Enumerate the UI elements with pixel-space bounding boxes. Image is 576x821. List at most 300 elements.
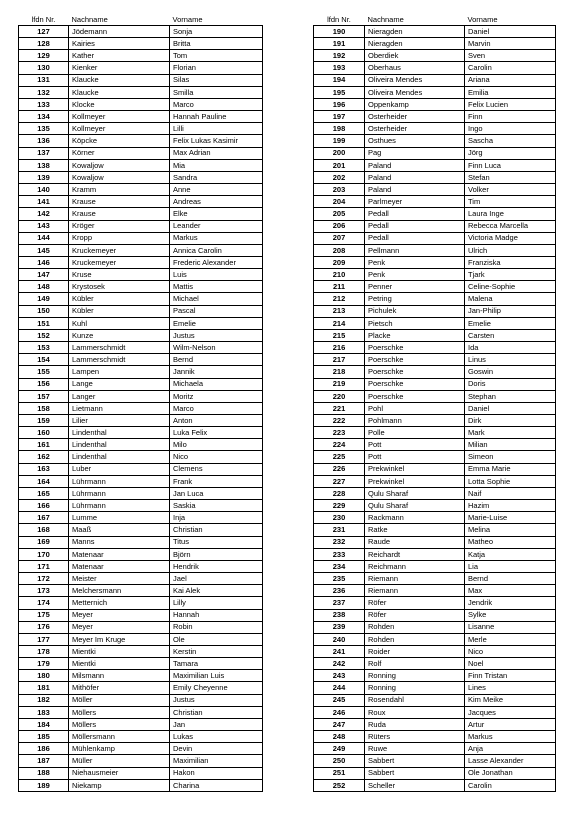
cell-nr: 225 (314, 451, 365, 463)
table-row (314, 366, 556, 378)
cell-nr: 204 (314, 196, 365, 208)
cell-nr: 186 (19, 743, 69, 755)
header-vorname: Vorname (172, 14, 203, 24)
cell-nachname: Metternich (69, 597, 170, 609)
cell-vorname: Emily Cheyenne (170, 682, 263, 694)
table-row (314, 427, 556, 439)
cell-nachname: Kropp (69, 232, 170, 244)
cell-vorname: Clemens (170, 463, 263, 475)
cell-nr: 131 (19, 74, 69, 86)
cell-vorname: Andreas (170, 196, 263, 208)
cell-nr: 207 (314, 232, 365, 244)
cell-nachname: Kramm (69, 184, 170, 196)
cell-nachname: Kowaljow (69, 159, 170, 171)
cell-vorname: Michaela (170, 378, 263, 390)
cell-nr: 224 (314, 439, 365, 451)
table-row (19, 463, 263, 475)
cell-nr: 166 (19, 500, 69, 512)
cell-nachname: Kowaljow (69, 171, 170, 183)
cell-vorname: Saskia (170, 500, 263, 512)
table-row (19, 305, 263, 317)
cell-nachname: Kröger (69, 220, 170, 232)
cell-nr: 233 (314, 548, 365, 560)
table-row (19, 269, 263, 281)
cell-vorname: Anton (170, 415, 263, 427)
table-row (19, 281, 263, 293)
cell-nr: 212 (314, 293, 365, 305)
cell-vorname: Justus (170, 329, 263, 341)
table-row (314, 415, 556, 427)
table-row (314, 718, 556, 730)
cell-nr: 136 (19, 135, 69, 147)
cell-nr: 203 (314, 184, 365, 196)
table-row (314, 281, 556, 293)
cell-nr: 168 (19, 524, 69, 536)
table-row (19, 317, 263, 329)
cell-nachname: Kruckemeyer (69, 256, 170, 268)
cell-nachname: Krystosek (69, 281, 170, 293)
table-row (314, 390, 556, 402)
cell-nr: 151 (19, 317, 69, 329)
cell-nachname: Sabbert (365, 755, 465, 767)
cell-vorname: Marco (170, 98, 263, 110)
cell-vorname: Jacques (465, 706, 556, 718)
table-row (19, 609, 263, 621)
table-row (19, 38, 263, 50)
cell-vorname: Finn (465, 111, 556, 123)
cell-vorname: Jannik (170, 366, 263, 378)
cell-vorname: Volker (465, 184, 556, 196)
cell-nachname: Niehausmeier (69, 767, 170, 779)
cell-nachname: Paland (365, 184, 465, 196)
table-row (19, 342, 263, 354)
table-row (19, 597, 263, 609)
cell-nr: 129 (19, 50, 69, 62)
cell-nr: 241 (314, 645, 365, 657)
table-row (314, 147, 556, 159)
cell-nr: 184 (19, 718, 69, 730)
cell-nr: 174 (19, 597, 69, 609)
table-row (314, 98, 556, 110)
cell-nachname: Kollmeyer (69, 123, 170, 135)
cell-vorname: Milian (465, 439, 556, 451)
cell-vorname: Noel (465, 658, 556, 670)
cell-nr: 164 (19, 475, 69, 487)
cell-nachname: Poerschke (365, 342, 465, 354)
table-row (314, 74, 556, 86)
table-row (19, 427, 263, 439)
cell-vorname: Luis (170, 269, 263, 281)
cell-nr: 211 (314, 281, 365, 293)
table-row (314, 475, 556, 487)
cell-nr: 216 (314, 342, 365, 354)
cell-vorname: Inja (170, 512, 263, 524)
cell-nachname: Penner (365, 281, 465, 293)
cell-nachname: Scheller (365, 779, 465, 791)
cell-nr: 196 (314, 98, 365, 110)
cell-nr: 146 (19, 256, 69, 268)
cell-vorname: Ida (465, 342, 556, 354)
cell-nachname: Sabbert (365, 767, 465, 779)
cell-nachname: Lührmann (69, 500, 170, 512)
cell-vorname: Moritz (170, 390, 263, 402)
cell-nachname: Mühlenkamp (69, 743, 170, 755)
cell-nachname: Meister (69, 573, 170, 585)
table-row (314, 597, 556, 609)
cell-nachname: Melchersmann (69, 585, 170, 597)
cell-nachname: Köpcke (69, 135, 170, 147)
cell-vorname: Hakon (170, 767, 263, 779)
cell-vorname: Victoria Madge (465, 232, 556, 244)
cell-nr: 176 (19, 621, 69, 633)
cell-nr: 167 (19, 512, 69, 524)
cell-nr: 153 (19, 342, 69, 354)
cell-nr: 205 (314, 208, 365, 220)
cell-nr: 175 (19, 609, 69, 621)
cell-vorname: Stefan (465, 171, 556, 183)
cell-vorname: Mark (465, 427, 556, 439)
cell-vorname: Nico (170, 451, 263, 463)
cell-nr: 206 (314, 220, 365, 232)
table-row (314, 123, 556, 135)
table-row (19, 633, 263, 645)
cell-nachname: Müller (69, 755, 170, 767)
cell-vorname: Felix Lucien (465, 98, 556, 110)
cell-vorname: Frederic Alexander (170, 256, 263, 268)
cell-nr: 229 (314, 500, 365, 512)
cell-nachname: Parlmeyer (365, 196, 465, 208)
cell-nr: 248 (314, 731, 365, 743)
table-row (314, 767, 556, 779)
cell-nachname: Prekwinkel (365, 463, 465, 475)
cell-vorname: Christian (170, 524, 263, 536)
cell-nr: 161 (19, 439, 69, 451)
cell-nachname: Pag (365, 147, 465, 159)
table-row (314, 378, 556, 390)
cell-nr: 250 (314, 755, 365, 767)
cell-vorname: Silas (170, 74, 263, 86)
cell-vorname: Lasse Alexander (465, 755, 556, 767)
cell-vorname: Ariana (465, 74, 556, 86)
cell-vorname: Devin (170, 743, 263, 755)
cell-nachname: Kollmeyer (69, 111, 170, 123)
cell-nachname: Rohden (365, 621, 465, 633)
cell-nachname: Lammerschmidt (69, 342, 170, 354)
cell-nr: 127 (19, 26, 69, 38)
cell-vorname: Emelie (465, 317, 556, 329)
cell-vorname: Nico (465, 645, 556, 657)
cell-vorname: Ole Jonathan (465, 767, 556, 779)
cell-vorname: Jan Luca (170, 487, 263, 499)
cell-nr: 247 (314, 718, 365, 730)
cell-nr: 209 (314, 256, 365, 268)
cell-nachname: Prekwinkel (365, 475, 465, 487)
cell-nachname: Möllersmann (69, 731, 170, 743)
cell-nr: 231 (314, 524, 365, 536)
table-row (19, 573, 263, 585)
cell-vorname: Britta (170, 38, 263, 50)
cell-vorname: Markus (170, 232, 263, 244)
cell-vorname: Marco (170, 402, 263, 414)
cell-vorname: Tamara (170, 658, 263, 670)
cell-nr: 200 (314, 147, 365, 159)
table-row (19, 390, 263, 402)
cell-nr: 145 (19, 244, 69, 256)
cell-nr: 236 (314, 585, 365, 597)
cell-nr: 246 (314, 706, 365, 718)
cell-nachname: Pedall (365, 208, 465, 220)
cell-nachname: Lührmann (69, 475, 170, 487)
header-nachname: Nachname (71, 14, 108, 24)
cell-nachname: Poerschke (365, 390, 465, 402)
cell-nr: 189 (19, 779, 69, 791)
cell-vorname: Anne (170, 184, 263, 196)
cell-nr: 128 (19, 38, 69, 50)
cell-vorname: Laura Inge (465, 208, 556, 220)
table-row (19, 135, 263, 147)
table-row (19, 658, 263, 670)
cell-nr: 245 (314, 694, 365, 706)
table-row (19, 475, 263, 487)
cell-nachname: Klocke (69, 98, 170, 110)
table-row (19, 354, 263, 366)
cell-nr: 230 (314, 512, 365, 524)
cell-nr: 163 (19, 463, 69, 475)
cell-vorname: Daniel (465, 402, 556, 414)
cell-nachname: Placke (365, 329, 465, 341)
table-row (314, 184, 556, 196)
cell-vorname: Franziska (465, 256, 556, 268)
table-row (314, 305, 556, 317)
cell-nr: 154 (19, 354, 69, 366)
table-row (19, 682, 263, 694)
cell-nachname: Reichmann (365, 560, 465, 572)
cell-nachname: Qulu Sharaf (365, 500, 465, 512)
cell-vorname: Lisanne (465, 621, 556, 633)
cell-vorname: Hazim (465, 500, 556, 512)
cell-nachname: Ruda (365, 718, 465, 730)
table-row (314, 743, 556, 755)
cell-nachname: Lumme (69, 512, 170, 524)
name-table-left (18, 14, 263, 792)
cell-nr: 199 (314, 135, 365, 147)
cell-vorname: Artur (465, 718, 556, 730)
cell-nachname: Lilier (69, 415, 170, 427)
cell-vorname: Jendrik (465, 597, 556, 609)
table-row (19, 743, 263, 755)
cell-nr: 198 (314, 123, 365, 135)
cell-nr: 228 (314, 487, 365, 499)
table-row (314, 548, 556, 560)
table-row (19, 718, 263, 730)
cell-vorname: Carolin (465, 779, 556, 791)
cell-nachname: Ratke (365, 524, 465, 536)
table-row (314, 670, 556, 682)
cell-nr: 219 (314, 378, 365, 390)
cell-nachname: Raude (365, 536, 465, 548)
cell-vorname: Lukas (170, 731, 263, 743)
cell-nachname: Möllers (69, 718, 170, 730)
cell-nr: 140 (19, 184, 69, 196)
table-row (314, 38, 556, 50)
cell-nachname: Röfer (365, 597, 465, 609)
cell-vorname: Dirk (465, 415, 556, 427)
cell-nachname: Paland (365, 159, 465, 171)
cell-nachname: Roux (365, 706, 465, 718)
cell-nr: 180 (19, 670, 69, 682)
cell-nachname: Mientki (69, 658, 170, 670)
table-row (19, 487, 263, 499)
cell-nachname: Osterheider (365, 123, 465, 135)
cell-vorname: Jan-Philip (465, 305, 556, 317)
table-row (314, 293, 556, 305)
cell-vorname: Annica Carolin (170, 244, 263, 256)
cell-nr: 242 (314, 658, 365, 670)
table-row (314, 342, 556, 354)
cell-vorname: Leander (170, 220, 263, 232)
cell-nachname: Niekamp (69, 779, 170, 791)
cell-nachname: Pellmann (365, 244, 465, 256)
table-row (19, 645, 263, 657)
cell-nachname: Oliveira Mendes (365, 74, 465, 86)
cell-nr: 220 (314, 390, 365, 402)
cell-nachname: Möller (69, 694, 170, 706)
cell-nr: 191 (314, 38, 365, 50)
table-row (19, 98, 263, 110)
table-header-row (314, 14, 556, 26)
cell-vorname: Lilli (170, 123, 263, 135)
cell-vorname: Pascal (170, 305, 263, 317)
cell-nachname: Poerschke (365, 354, 465, 366)
cell-nr: 179 (19, 658, 69, 670)
cell-nr: 143 (19, 220, 69, 232)
table-row (19, 244, 263, 256)
cell-vorname: Lines (465, 682, 556, 694)
cell-nachname: Lammerschmidt (69, 354, 170, 366)
cell-vorname: Simeon (465, 451, 556, 463)
cell-nachname: Kairies (69, 38, 170, 50)
cell-nr: 195 (314, 86, 365, 98)
table-row (19, 208, 263, 220)
table-row (314, 50, 556, 62)
cell-nachname: Osthues (365, 135, 465, 147)
cell-vorname: Felix Lukas Kasimir (170, 135, 263, 147)
cell-nr: 222 (314, 415, 365, 427)
table-row (314, 621, 556, 633)
cell-vorname: Doris (465, 378, 556, 390)
cell-nr: 144 (19, 232, 69, 244)
cell-nachname: Lindenthal (69, 427, 170, 439)
cell-vorname: Frank (170, 475, 263, 487)
table-row (314, 135, 556, 147)
cell-nachname: Kruckemeyer (69, 244, 170, 256)
cell-nachname: Kübler (69, 305, 170, 317)
cell-nachname: Poerschke (365, 366, 465, 378)
cell-nr: 141 (19, 196, 69, 208)
table-row (19, 560, 263, 572)
table-row (19, 706, 263, 718)
cell-nr: 173 (19, 585, 69, 597)
cell-nr: 157 (19, 390, 69, 402)
cell-nr: 237 (314, 597, 365, 609)
cell-nr: 132 (19, 86, 69, 98)
cell-nr: 194 (314, 74, 365, 86)
cell-nr: 193 (314, 62, 365, 74)
cell-vorname: Titus (170, 536, 263, 548)
table-row (314, 317, 556, 329)
cell-vorname: Sascha (465, 135, 556, 147)
cell-nachname: Nieragden (365, 38, 465, 50)
table-row (314, 159, 556, 171)
cell-vorname: Daniel (465, 26, 556, 38)
table-row (314, 26, 556, 38)
table-row (314, 536, 556, 548)
cell-vorname: Tim (465, 196, 556, 208)
cell-nr: 152 (19, 329, 69, 341)
cell-nachname: Möllers (69, 706, 170, 718)
cell-vorname: Marvin (465, 38, 556, 50)
cell-vorname: Kerstin (170, 645, 263, 657)
table-row (19, 184, 263, 196)
cell-vorname: Carolin (465, 62, 556, 74)
header-nr: lfdn Nr. (327, 14, 351, 24)
cell-vorname: Matheo (465, 536, 556, 548)
table-row (314, 500, 556, 512)
cell-vorname: Emilia (465, 86, 556, 98)
cell-nr: 171 (19, 560, 69, 572)
cell-nachname: Pedall (365, 220, 465, 232)
cell-nachname: Lietmann (69, 402, 170, 414)
cell-vorname: Bernd (465, 573, 556, 585)
table-row (19, 670, 263, 682)
cell-vorname: Lia (465, 560, 556, 572)
cell-vorname: Naif (465, 487, 556, 499)
cell-nr: 238 (314, 609, 365, 621)
cell-nr: 139 (19, 171, 69, 183)
table-row (314, 269, 556, 281)
cell-nr: 160 (19, 427, 69, 439)
cell-nachname: Pohlmann (365, 415, 465, 427)
cell-vorname: Michael (170, 293, 263, 305)
table-row (314, 196, 556, 208)
table-body-right (314, 26, 556, 792)
cell-nr: 177 (19, 633, 69, 645)
table-row (19, 293, 263, 305)
table-row (19, 524, 263, 536)
table-row (19, 536, 263, 548)
cell-vorname: Finn Luca (465, 159, 556, 171)
table-row (19, 402, 263, 414)
cell-nr: 165 (19, 487, 69, 499)
cell-nr: 244 (314, 682, 365, 694)
cell-nachname: Luber (69, 463, 170, 475)
cell-nr: 251 (314, 767, 365, 779)
cell-nr: 187 (19, 755, 69, 767)
table-row (314, 256, 556, 268)
cell-vorname: Florian (170, 62, 263, 74)
cell-nachname: Pietsch (365, 317, 465, 329)
cell-vorname: Lotta Sophie (465, 475, 556, 487)
table-row (19, 86, 263, 98)
cell-vorname: Finn Tristan (465, 670, 556, 682)
cell-nr: 190 (314, 26, 365, 38)
table-row (314, 463, 556, 475)
header-nr: lfdn Nr. (31, 14, 56, 24)
table-row (19, 500, 263, 512)
cell-nr: 226 (314, 463, 365, 475)
cell-vorname: Sonja (170, 26, 263, 38)
cell-nr: 148 (19, 281, 69, 293)
